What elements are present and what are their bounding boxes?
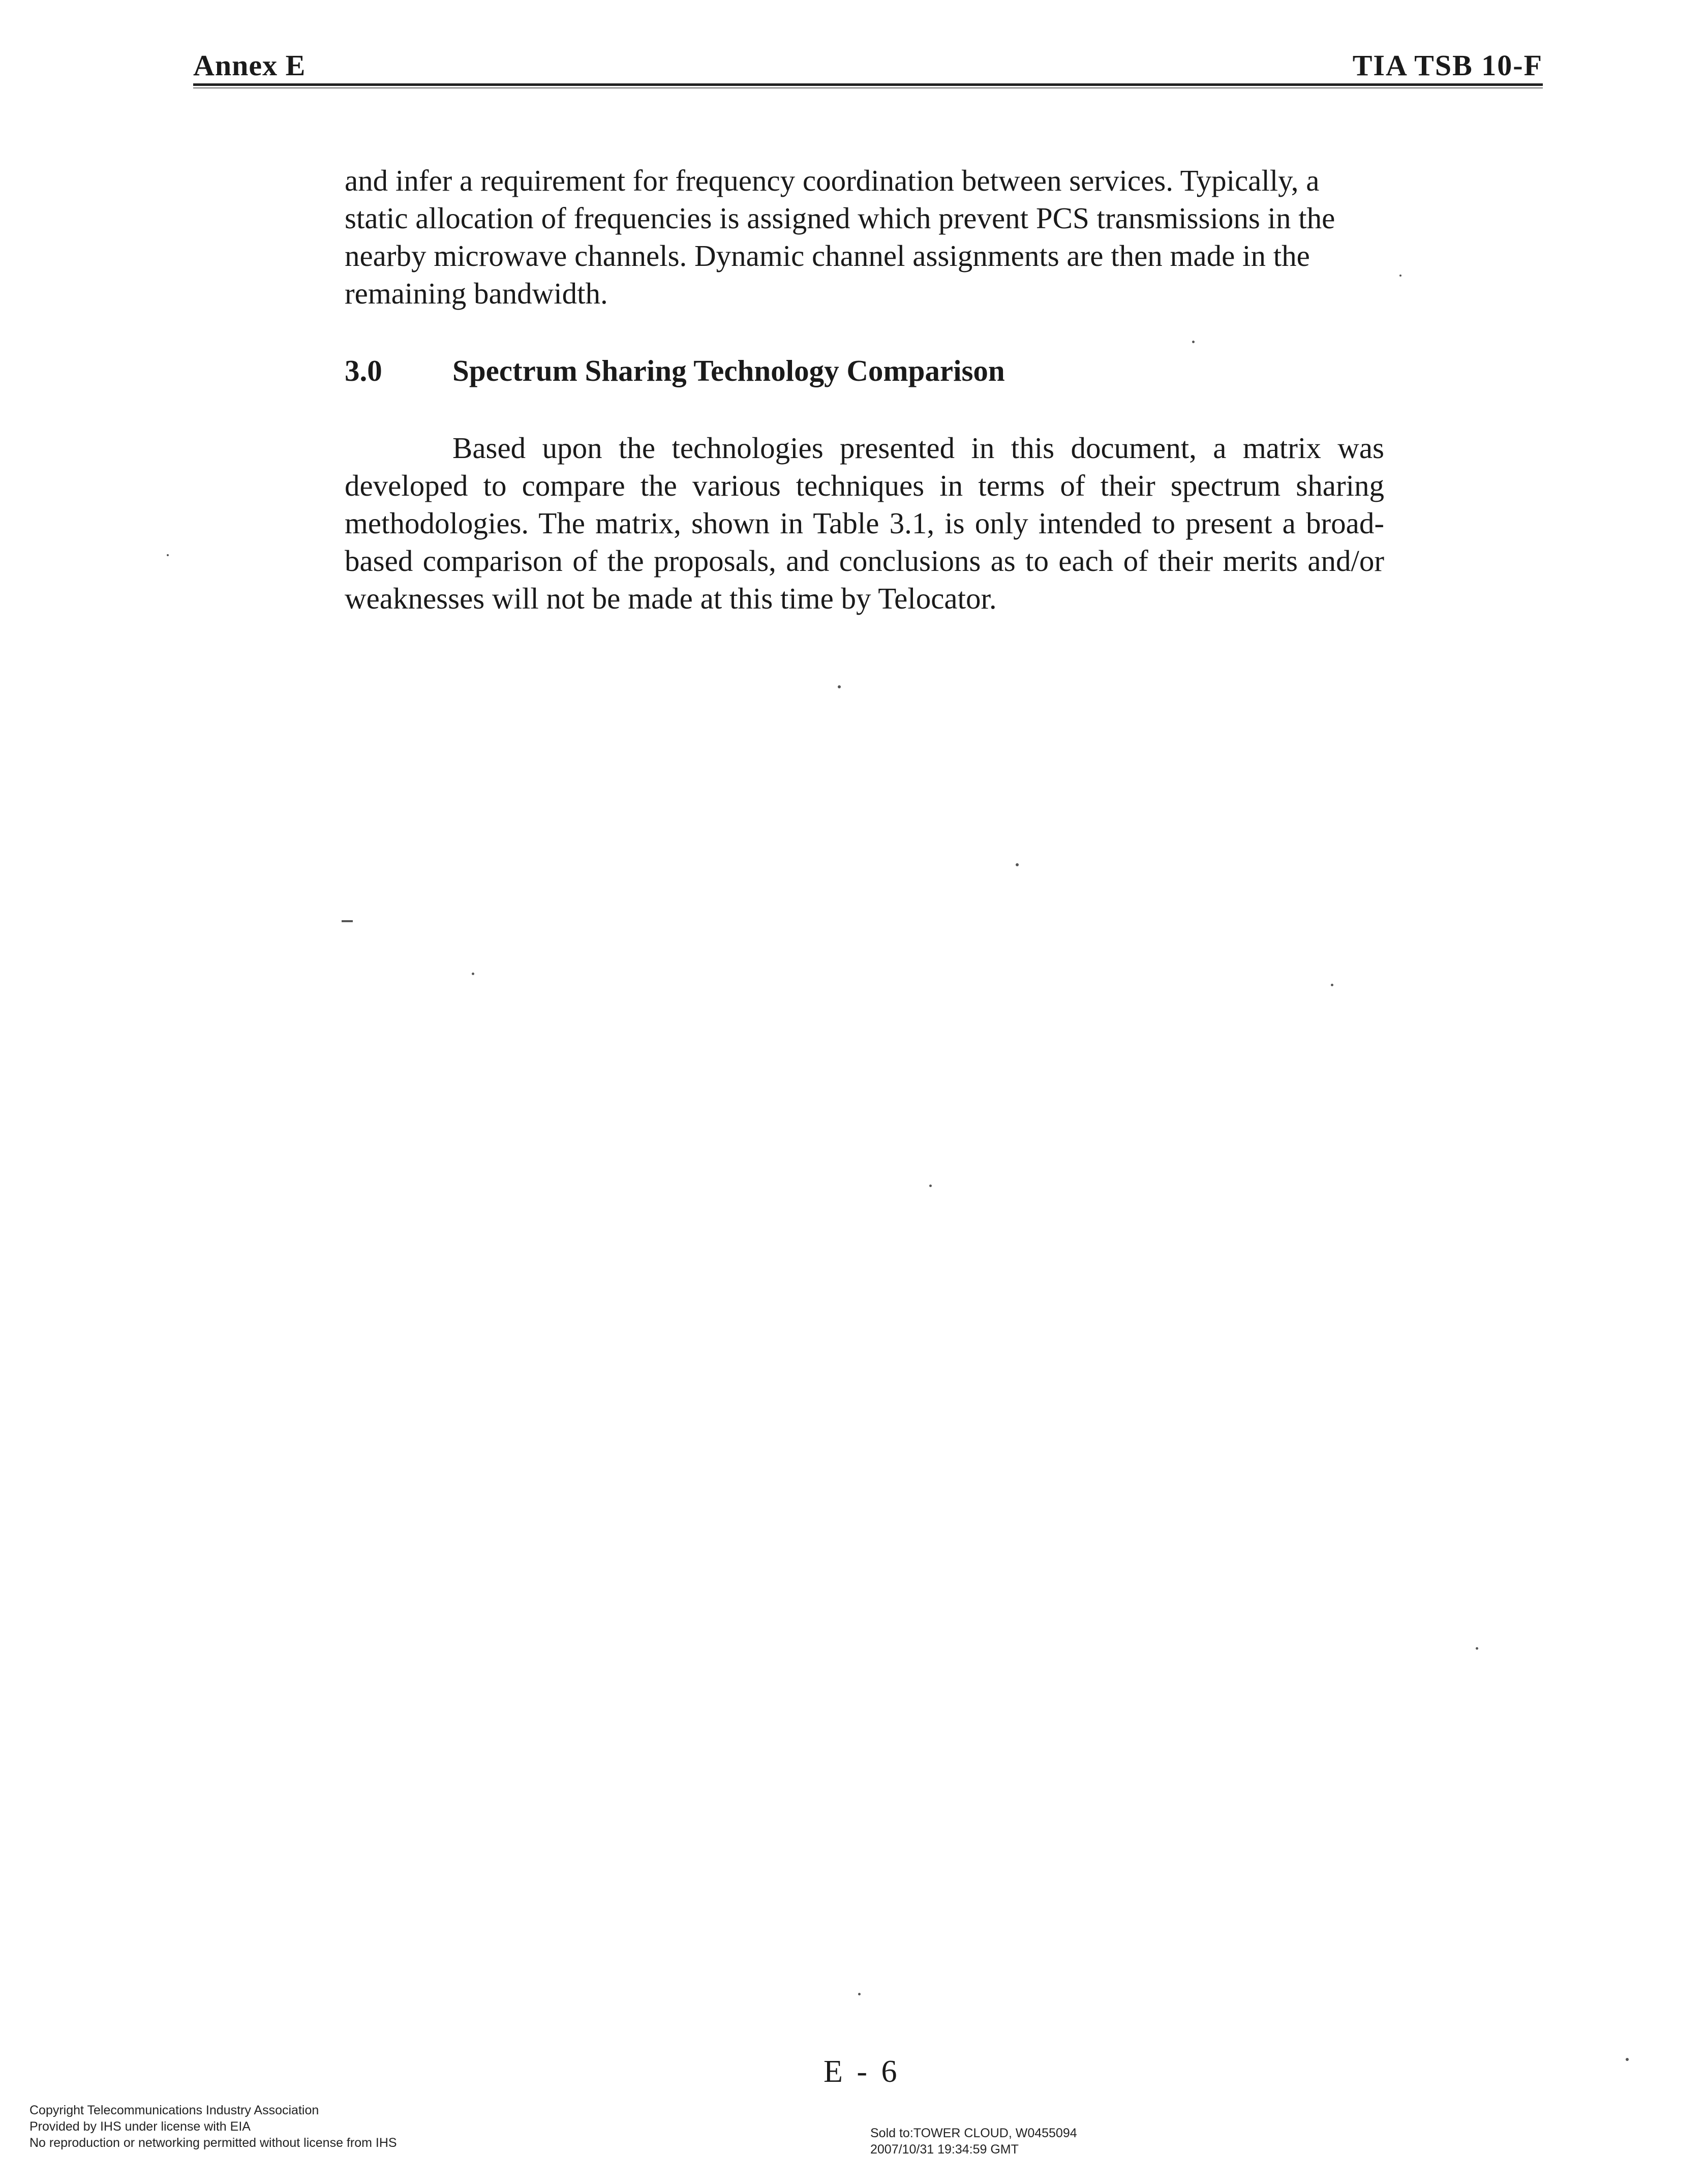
header-rule-secondary: [193, 87, 1543, 88]
paragraph-comparison-matrix: Based upon the technologies presented in this document, a matrix was developed to compare the various techniques in terms of their spectrum sharing methodologies. The matrix, shown in Table 3.1, is only intended to present a broad-based comparison of the proposals, and conclusions as to each of their merits and/or weaknesses will not be made at this time by Telocator.: [345, 431, 1384, 615]
running-header: [193, 48, 1543, 84]
section-number: 3.0: [345, 354, 382, 387]
scan-speck: [858, 1993, 861, 1995]
scan-speck: [1016, 863, 1019, 866]
scan-speck: [1399, 275, 1401, 277]
header-document-id: TIA TSB 10-F: [1352, 49, 1543, 82]
scan-speck: [167, 554, 169, 556]
footer-license-line: Provided by IHS under license with EIA: [29, 2119, 251, 2134]
header-rule: [193, 83, 1543, 86]
scan-speck: [472, 973, 474, 975]
footer-copyright: [29, 2102, 397, 2151]
footer-copyright-line: Copyright Telecommunications Industry Association: [29, 2103, 319, 2117]
footer-timestamp-line: 2007/10/31 19:34:59 GMT: [870, 2142, 1019, 2157]
header-annex-label: Annex E: [193, 49, 306, 82]
footer-reproduction-line: No reproduction or networking permitted without license from IHS: [29, 2136, 397, 2150]
footer-sale-info: [870, 2125, 1077, 2158]
body-content: [345, 162, 1384, 617]
scan-speck: [1192, 341, 1195, 343]
section-heading: [345, 352, 1384, 389]
scan-speck: [1331, 984, 1333, 986]
scan-speck: [1476, 1647, 1478, 1650]
section-title: Spectrum Sharing Technology Comparison: [452, 354, 1005, 387]
scan-speck: [838, 685, 841, 688]
scan-speck: [1626, 2058, 1629, 2061]
scan-speck: [929, 1185, 932, 1187]
page-number: E - 6: [824, 2054, 900, 2089]
paragraph-continuation: and infer a requirement for frequency coordination between services. Typically, a static allocation of frequencies is assigned which prevent PCS transmissions in the nearby microwave channels. Dynamic channel assignments are then made in the remaining bandwidth.: [345, 164, 1335, 310]
scan-speck: [342, 920, 353, 922]
footer-sold-to-line: Sold to:TOWER CLOUD, W0455094: [870, 2126, 1077, 2140]
